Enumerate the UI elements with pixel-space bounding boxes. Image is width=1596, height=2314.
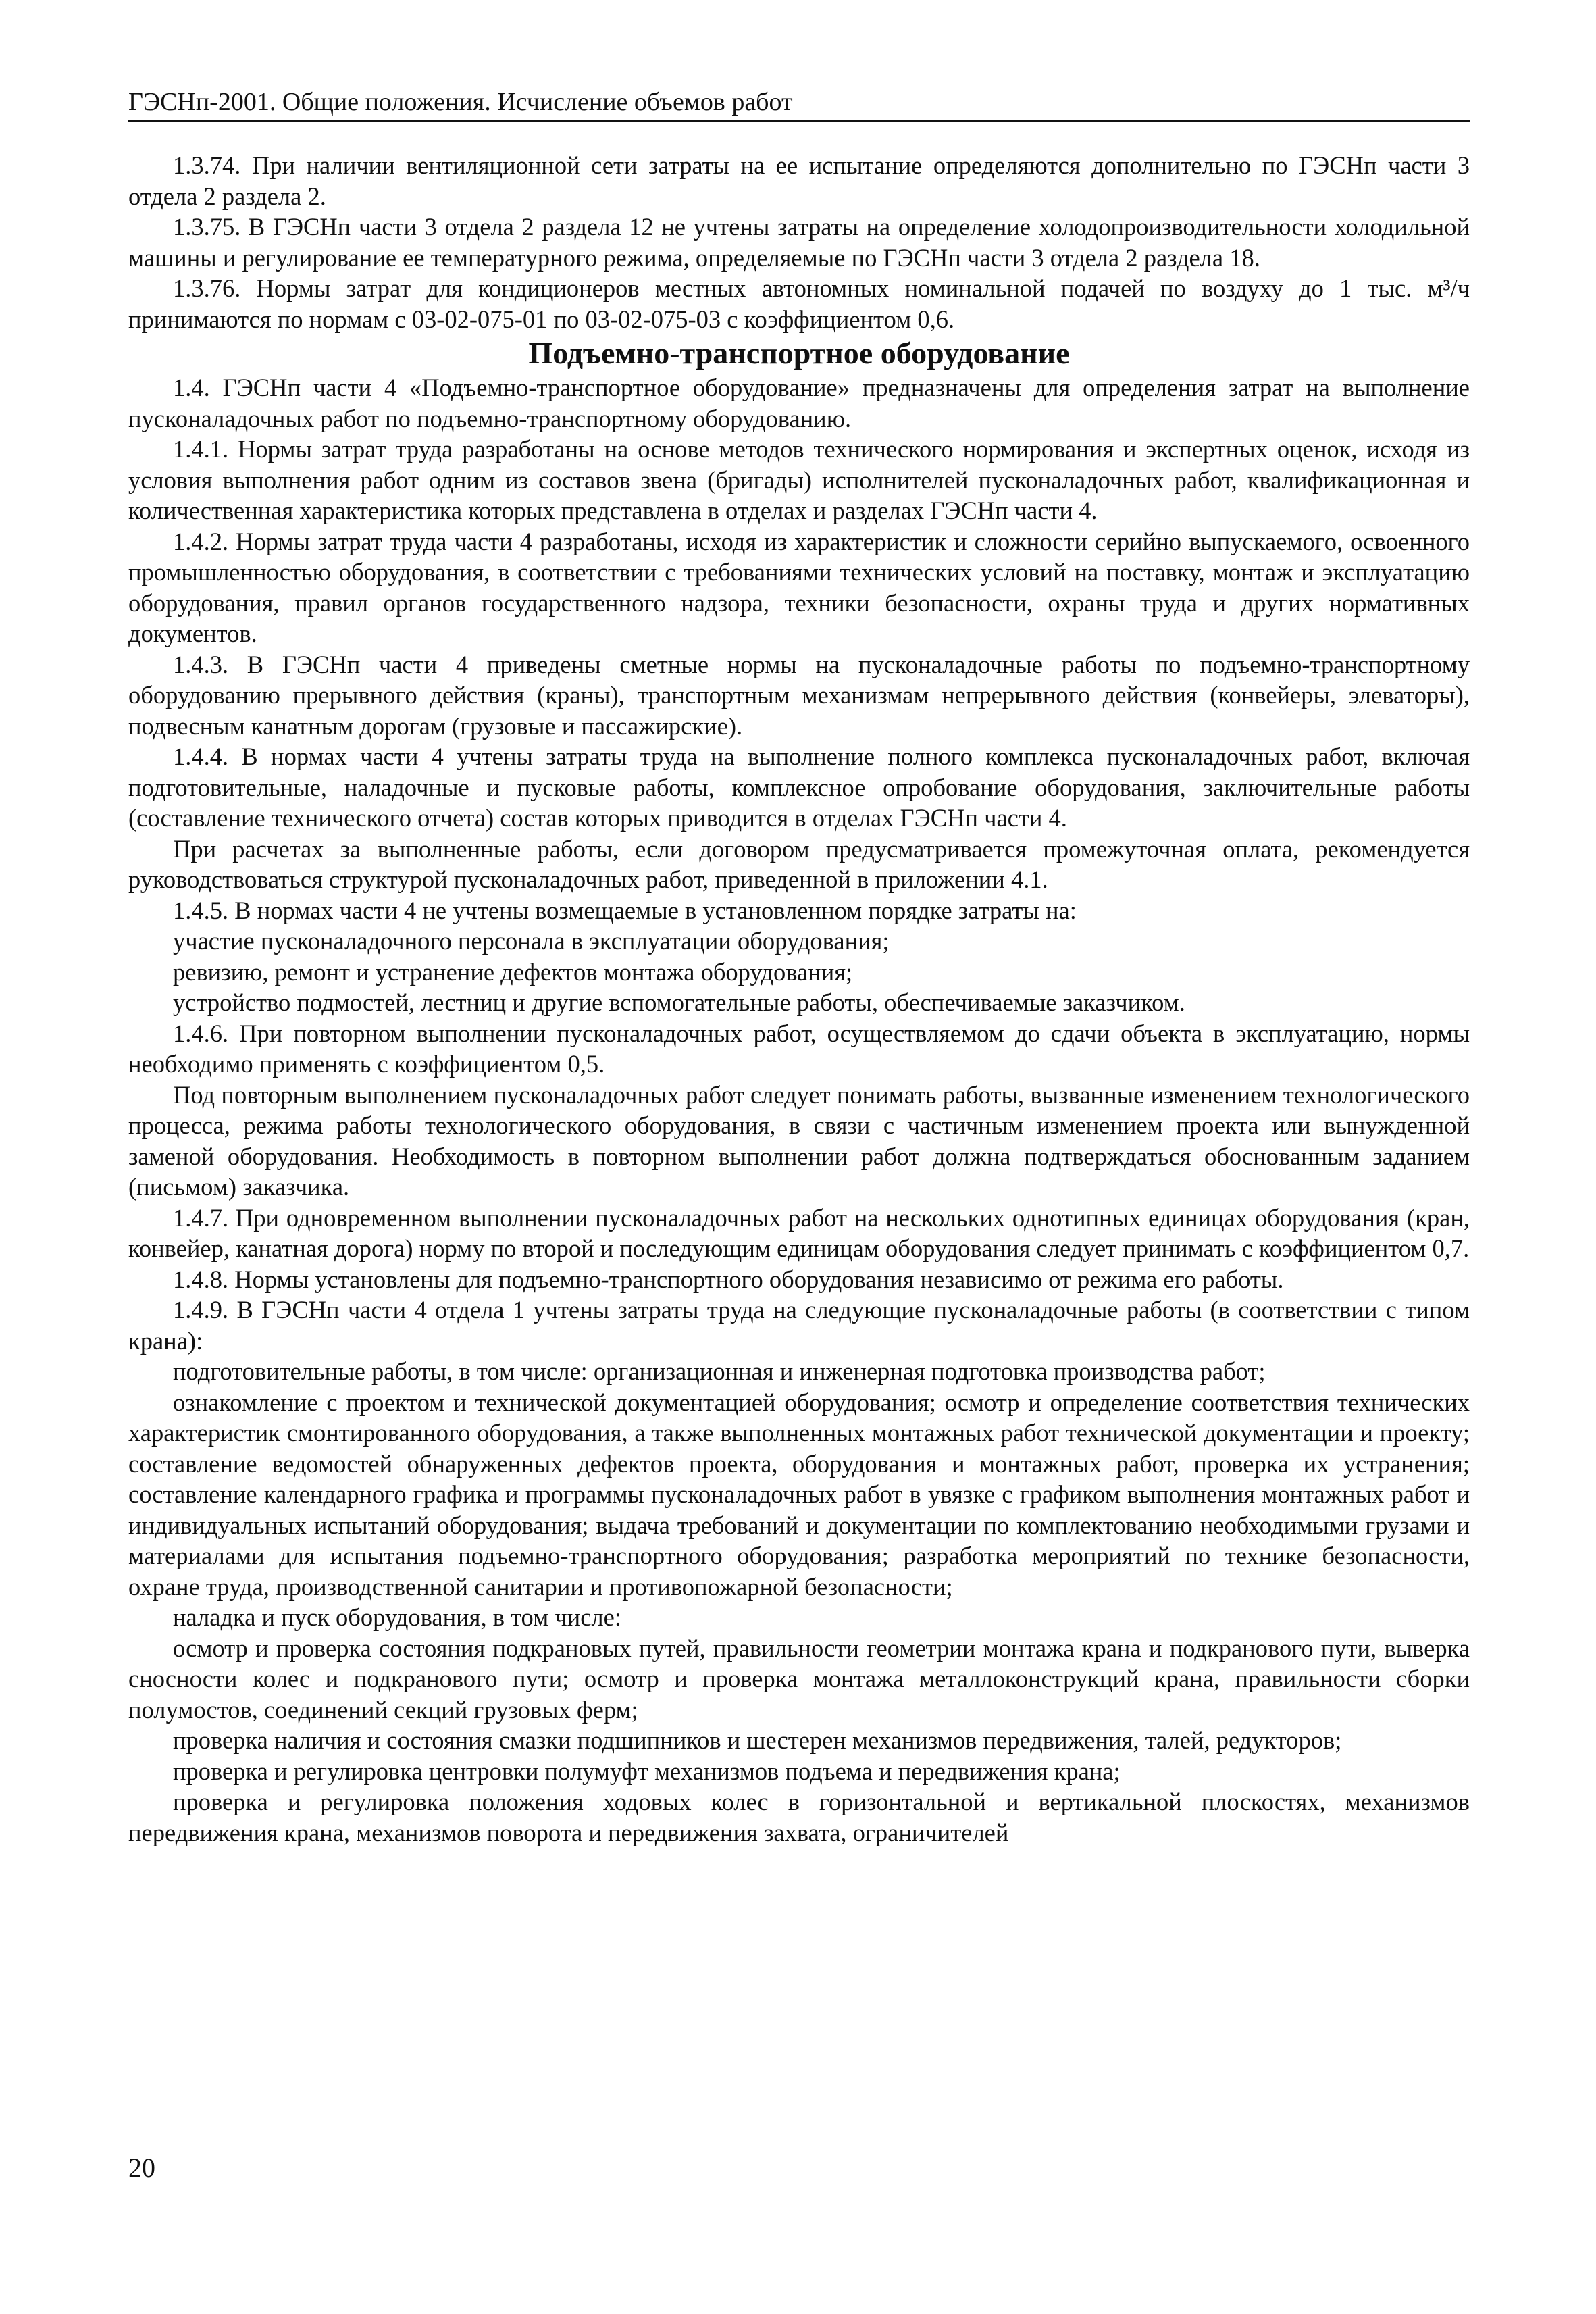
list-item: проверка наличия и состояния смазки подшипников и шестерен механизмов передвижения, талей, редукторов;: [173, 1726, 1342, 1754]
list-item: устройство подмостей, лестниц и другие вспомогательные работы, обеспечиваемые заказчиком.: [173, 988, 1185, 1016]
paragraph-1-4-9: 1.4.9. В ГЭСНп части 4 отдела 1 учтены затраты труда на следующие пусконаладочные работы (в соответствии с типом крана):: [128, 1296, 1470, 1355]
paragraph-payment-note: При расчетах за выполненные работы, если договором предусматривается промежуточная оплата, рекомендуется руководствоваться структурой пусконаладочных работ, приведенной в приложении 4.1.: [128, 834, 1470, 893]
list-item: подготовительные работы, в том числе: организационная и инженерная подготовка производства работ;: [173, 1357, 1266, 1385]
list-item: участие пусконаладочного персонала в эксплуатации оборудования;: [173, 927, 890, 955]
paragraph-1-4-4: 1.4.4. В нормах части 4 учтены затраты труда на выполнение полного комплекса пусконаладочных работ, включая подготовительные, наладочные и пусковые работы, комплексное опробование оборудования, заключительные работы (составление технического отчета) состав которых приводится в отделах ГЭСНп части 4.: [128, 743, 1470, 832]
paragraph-1-3-74: 1.3.74. При наличии вентиляционной сети затраты на ее испытание определяются дополнительно по ГЭСНп части 3 отдела 2 раздела 2.: [128, 151, 1470, 210]
paragraph-1-4: 1.4. ГЭСНп части 4 «Подъемно-транспортное оборудование» предназначены для определения затрат на выполнение пусконаладочных работ по подъемно-транспортному оборудованию.: [128, 374, 1470, 432]
list-item: ревизию, ремонт и устранение дефектов монтажа оборудования;: [173, 957, 853, 986]
paragraph-1-4-8: 1.4.8. Нормы установлены для подъемно-транспортного оборудования независимо от режима его работы.: [173, 1265, 1284, 1293]
paragraph-1-4-1: 1.4.1. Нормы затрат труда разработаны на основе методов технического нормирования и экспертных оценок, исходя из условия выполнения работ одним из составов звена (бригады) исполнителей пусконаладочных работ, квалификационная и количественная характеристика которых представлена в отделах и разделах ГЭСНп части 4.: [128, 435, 1470, 524]
section-title: Подъемно-транспортное оборудование: [528, 336, 1070, 370]
paragraph-1-4-5: 1.4.5. В нормах части 4 не учтены возмещаемые в установленном порядке затраты на:: [173, 896, 1077, 924]
page-number: 20: [128, 2153, 155, 2183]
list-item: проверка и регулировка центровки полумуфт механизмов подъема и передвижения крана;: [173, 1757, 1121, 1785]
document-body: [128, 150, 1470, 1848]
paragraph-1-3-76: 1.3.76. Нормы затрат для кондиционеров местных автономных номинальной подачей по воздуху до 1 тыс. м³/ч принимаются по нормам с 03-02-075-01 по 03-02-075-03 с коэффициентом 0,6.: [128, 274, 1470, 333]
paragraph-1-4-3: 1.4.3. В ГЭСНп части 4 приведены сметные нормы на пусконаладочные работы по подъемно-транспортному оборудованию прерывного действия (краны), транспортным механизмам непрерывного действия (конвейеры, элеваторы), подвесным канатным дорогам (грузовые и пассажирские).: [128, 650, 1470, 740]
list-item: проверка и регулировка положения ходовых колес в горизонтальной и вертикальной плоскостях, механизмов передвижения крана, механизмов поворота и передвижения захвата, ограничителей: [128, 1788, 1470, 1846]
paragraph-1-4-6: 1.4.6. При повторном выполнении пусконаладочных работ, осуществляемом до сдачи объекта в эксплуатацию, нормы необходимо применять с коэффициентом 0,5.: [128, 1019, 1470, 1078]
list-item: осмотр и проверка состояния подкрановых путей, правильности геометрии монтажа крана и подкранового пути, выверка сносности колес и подкранового пути; осмотр и проверка монтажа металлоконструкций крана, правильности сборки полумостов, соединений секций грузовых ферм;: [128, 1634, 1470, 1724]
paragraph-1-4-7: 1.4.7. При одновременном выполнении пусконаладочных работ на нескольких однотипных единицах оборудования (кран, конвейер, канатная дорога) норму по второй и последующим единицам оборудования следует принимать с коэффициентом 0,7.: [128, 1203, 1470, 1262]
paragraph-1-4-2: 1.4.2. Нормы затрат труда части 4 разработаны, исходя из характеристик и сложности серийно выпускаемого, освоенного промышленностью оборудования, в соответствии с требованиями технических условий на поставку, монтаж и эксплуатацию оборудования, правил органов государственного надзора, техники безопасности, охраны труда и других нормативных документов.: [128, 527, 1470, 647]
list-item: ознакомление с проектом и технической документацией оборудования; осмотр и определение соответствия технических характеристик смонтированного оборудования, а также выполненных монтажных работ технической документации и проекту; составление ведомостей обнаруженных дефектов проекта, оборудования и монтажных работ, проверка их устранения; составление календарного графика и программы пусконаладочных работ в увязке с графиком выполнения монтажных работ и индивидуальных испытаний оборудования; выдача требований и документации по комплектованию необходимыми грузами и материалами для испытания подъемно-транспортного оборудования; разработка мероприятий по технике безопасности, охране труда, производственной санитарии и противопожарной безопасности;: [128, 1388, 1470, 1601]
paragraph-1-3-75: 1.3.75. В ГЭСНп части 3 отдела 2 раздела 12 не учтены затраты на определение холодопроизводительности холодильной машины и регулирование ее температурного режима, определяемые по ГЭСНп части 3 отдела 2 раздела 18.: [128, 213, 1470, 272]
paragraph-repeat-note: Под повторным выполнением пусконаладочных работ следует понимать работы, вызванные изменением технологического процесса, режима работы технологического оборудования, в связи с частичным изменением проекта или вынужденной заменой оборудования. Необходимость в повторном выполнении работ должна подтверждаться обоснованным заданием (письмом) заказчика.: [128, 1080, 1470, 1201]
page-header: ГЭСНп-2001. Общие положения. Исчисление объемов работ: [128, 86, 1470, 122]
list-item: наладка и пуск оборудования, в том числе:: [173, 1603, 621, 1631]
